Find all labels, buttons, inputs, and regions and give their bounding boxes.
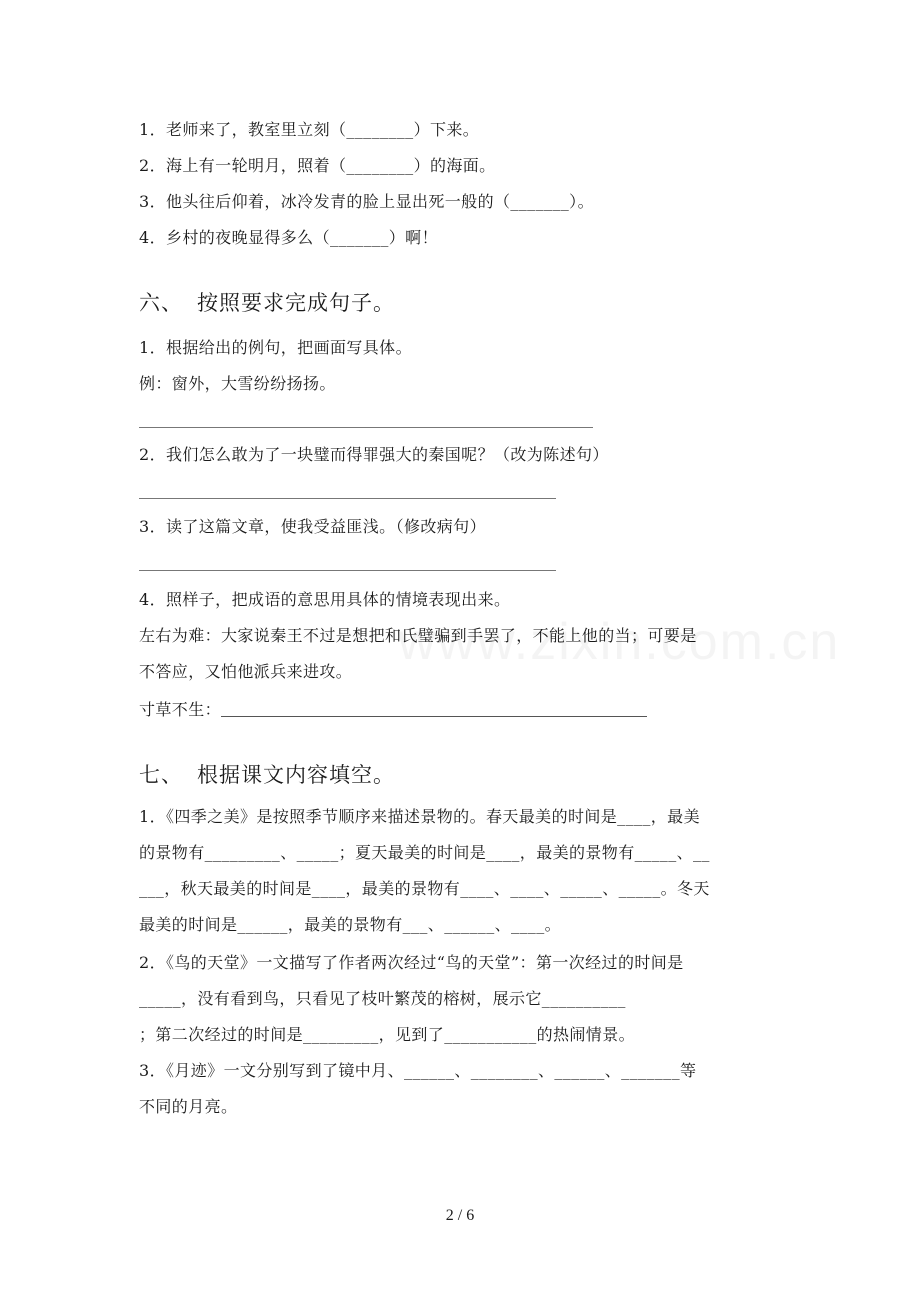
- page-number: 2 / 6: [445, 1207, 475, 1224]
- section7-q1-line-3: ___，秋天最美的时间是____，最美的景物有____、____、_____、_____。冬天: [139, 879, 710, 898]
- section6-number: 六、: [139, 291, 183, 315]
- section7-heading: [139, 762, 395, 788]
- section7-number: 七、: [139, 763, 183, 787]
- section6-question-1: 1．根据给出的例句，把画面写具体。: [139, 338, 412, 357]
- watermark: [398, 612, 840, 672]
- section5-item-1: 1．老师来了，教室里立刻（________）下来。: [139, 120, 480, 139]
- section6-question-4-example-line-2: 不答应，又怕他派兵来进攻。: [139, 662, 353, 681]
- section5-item-3: 3．他头往后仰着，冰冷发青的脸上显出死一般的（_______）。: [139, 192, 594, 211]
- section7-q3-line-2: 不同的月亮。: [139, 1097, 238, 1116]
- answer-line-4[interactable]: [221, 702, 647, 717]
- section7-q2-line-2: _____，没有看到鸟，只看见了枝叶繁茂的榕树，展示它__________: [139, 989, 626, 1008]
- section7-q2-line-3: ；第二次经过的时间是_________，见到了___________的热闹情景。: [139, 1025, 636, 1044]
- answer-line-1[interactable]: [139, 427, 593, 428]
- section5-item-2: 2．海上有一轮明月，照着（________）的海面。: [139, 156, 496, 175]
- section7-q2-line-1: 2．《鸟的天堂》一文描写了作者两次经过“鸟的天堂”：第一次经过的时间是: [139, 953, 684, 972]
- section6-question-1-example: 例：窗外，大雪纷纷扬扬。: [139, 374, 336, 393]
- section6-question-4: 4．照样子，把成语的意思用具体的情境表现出来。: [139, 590, 511, 609]
- section6-question-2: 2．我们怎么敢为了一块璧而得罪强大的秦国呢？（改为陈述句）: [139, 445, 609, 464]
- section6-heading: [139, 290, 395, 316]
- section6-question-4-prompt: 寸草不生：: [139, 700, 222, 719]
- answer-line-2[interactable]: [139, 498, 556, 499]
- section6-question-3: 3．读了这篇文章，使我受益匪浅。（修改病句）: [139, 517, 486, 536]
- section7-q1-line-4: 最美的时间是______，最美的景物有___、______、____。: [139, 915, 562, 934]
- section7-q1-line-2: 的景物有_________、_____；夏天最美的时间是____，最美的景物有_____、__: [139, 843, 710, 862]
- section7-q1-line-1: 1．《四季之美》是按照季节顺序来描述景物的。春天最美的时间是____，最美: [139, 807, 700, 826]
- section6-question-4-example-line-1: 左右为难：大家说秦王不过是想把和氏璧骗到手罢了，不能上他的当；可要是: [139, 626, 697, 645]
- answer-line-3[interactable]: [139, 570, 556, 571]
- section7-q3-line-1: 3．《月迹》一文分别写到了镜中月、______、________、______、_______等: [139, 1061, 697, 1080]
- section6-question-4-prompt-row: [139, 700, 647, 720]
- section5-item-4: 4．乡村的夜晚显得多么（_______）啊！: [139, 228, 438, 247]
- section6-title: 按照要求完成句子。: [197, 291, 395, 315]
- section7-title: 根据课文内容填空。: [197, 763, 395, 787]
